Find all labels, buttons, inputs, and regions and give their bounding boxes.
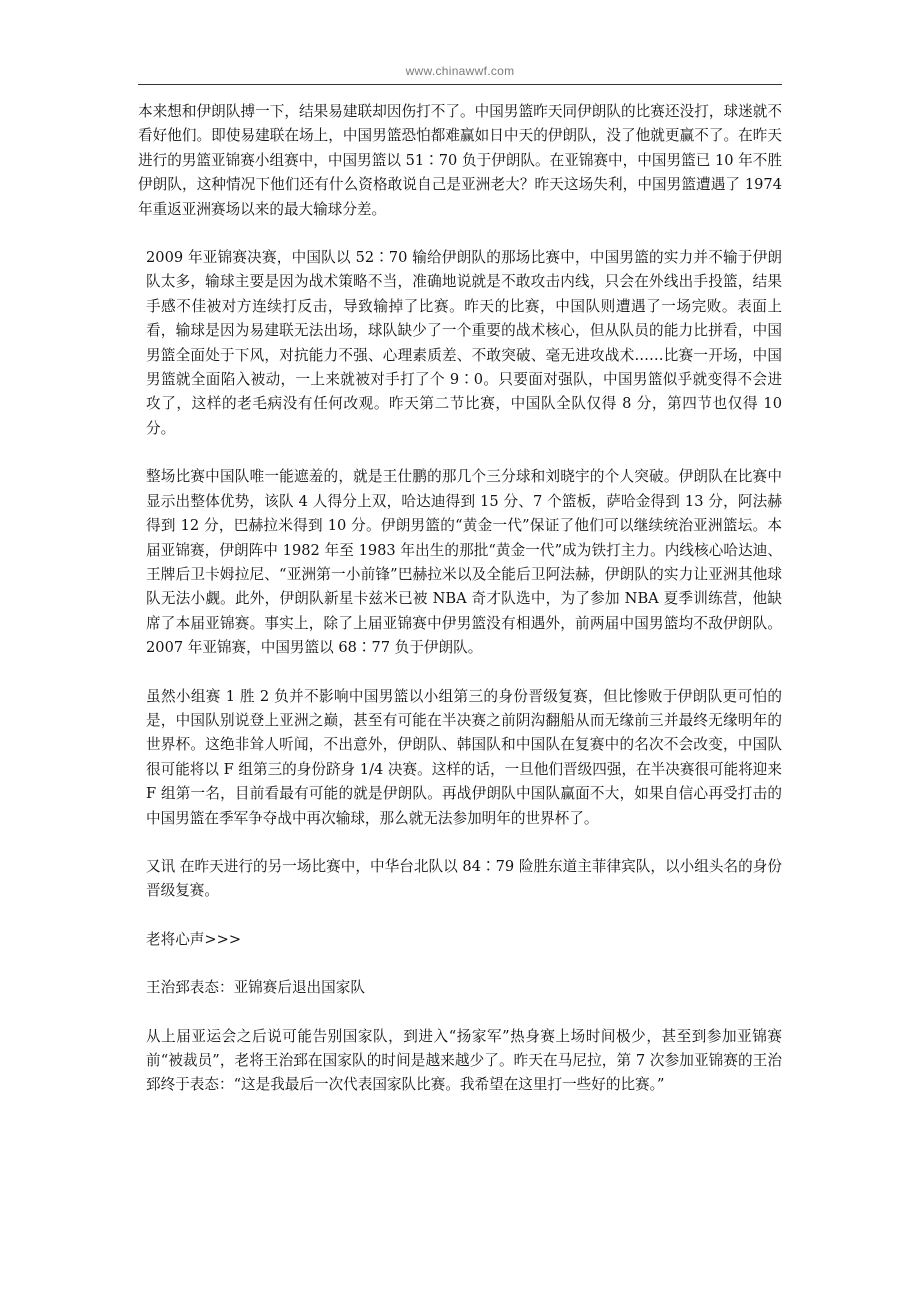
paragraph-6: 从上届亚运会之后说可能告别国家队，到进入“扬家军”热身赛上场时间极少，甚至到参加亚锦赛前“被裁员”，老将王治郅在国家队的时间是越来越少了。昨天在马尼拉，第 7 次参加亚锦赛的王治郅终于表态：“这是我最后一次代表国家队比赛。我希望在这里打一些好的比赛。” bbox=[146, 1027, 782, 1094]
subheading: 王治郅表态：亚锦赛后退出国家队 bbox=[146, 979, 365, 997]
article-body bbox=[138, 100, 782, 1098]
paragraph-4: 虽然小组赛 1 胜 2 负并不影响中国男篮以小组第三的身份晋级复赛，但比惨败于伊朗队更可怕的是，中国队别说登上亚洲之巅，甚至有可能在半决赛之前阴沟翻船从而无缘前三并最终无缘明年的世界杯。这绝非耸人听闻，不出意外，伊朗队、韩国队和中国队在复赛中的名次不会改变，中国队很可能将以 F 组第三的身份跻身 1/4 决赛。这样的话，一旦他们晋级四强，在半决赛很可能将迎来 F 组第一名，目前看最有可能的就是伊朗队。再战伊朗队中国队赢面不大，如果自信心再受打击的中国男篮在季军争夺战中再次输球，那么就无法参加明年的世界杯了。 bbox=[146, 687, 782, 827]
section-heading: 老将心声>>> bbox=[146, 930, 242, 948]
paragraph-5: 又讯 在昨天进行的另一场比赛中，中华台北队以 84∶79 险胜东道主菲律宾队，以小组头名的身份晋级复赛。 bbox=[146, 857, 782, 900]
paragraph-3: 整场比赛中国队唯一能遮羞的，就是王仕鹏的那几个三分球和刘晓宇的个人突破。伊朗队在比赛中显示出整体优势，该队 4 人得分上双，哈达迪得到 15 分、7 个篮板，萨哈金得到 13 分，阿法赫得到 12 分，巴赫拉米得到 10 分。伊朗男篮的“黄金一代”保证了他们可以继续统治亚洲篮坛。本届亚锦赛，伊朗阵中 1982 年至 1983 年出生的那批“黄金一代”成为铁打主力。内线核心哈达迪、王牌后卫卡姆拉尼、“亚洲第一小前锋”巴赫拉米以及全能后卫阿法赫，伊朗队的实力让亚洲其他球队无法小觑。此外，伊朗队新星卡兹米已被 NBA 奇才队选中，为了参加 NBA 夏季训练营，他缺席了本届亚锦赛。事实上，除了上届亚锦赛中伊男篮没有相遇外，前两届中国男篮均不敌伊朗队。2007 年亚锦赛，中国男篮以 68∶77 负于伊朗队。 bbox=[146, 468, 782, 657]
page-header-site: www.chinawwf.com bbox=[405, 64, 515, 78]
header-divider bbox=[138, 84, 782, 85]
paragraph-1: 本来想和伊朗队搏一下，结果易建联却因伤打不了。中国男篮昨天同伊朗队的比赛还没打，球迷就不看好他们。即使易建联在场上，中国男篮恐怕都难赢如日中天的伊朗队，没了他就更赢不了。在昨天进行的男篮亚锦赛小组赛中，中国男篮以 51∶70 负于伊朗队。在亚锦赛中，中国男篮已 10 年不胜伊朗队，这种情况下他们还有什么资格敢说自己是亚洲老大？昨天这场失利，中国男篮遭遇了 1974 年重返亚洲赛场以来的最大输球分差。 bbox=[138, 103, 782, 218]
paragraph-2: 2009 年亚锦赛决赛，中国队以 52∶70 输给伊朗队的那场比赛中，中国男篮的实力并不输于伊朗队太多，输球主要是因为战术策略不当，准确地说就是不敢攻击内线，只会在外线出手投篮，结果手感不佳被对方连续打反击，导致输掉了比赛。昨天的比赛，中国队则遭遇了一场完败。表面上看，输球是因为易建联无法出场，球队缺少了一个重要的战术核心，但从队员的能力比拼看，中国男篮全面处于下风，对抗能力不强、心理素质差、不敢突破、毫无进攻战术……比赛一开场，中国男篮就全面陷入被动，一上来就被对手打了个 9∶0。只要面对强队，中国男篮似乎就变得不会进攻了，这样的老毛病没有任何改观。昨天第二节比赛，中国队全队仅得 8 分，第四节也仅得 10 分。 bbox=[146, 249, 782, 437]
